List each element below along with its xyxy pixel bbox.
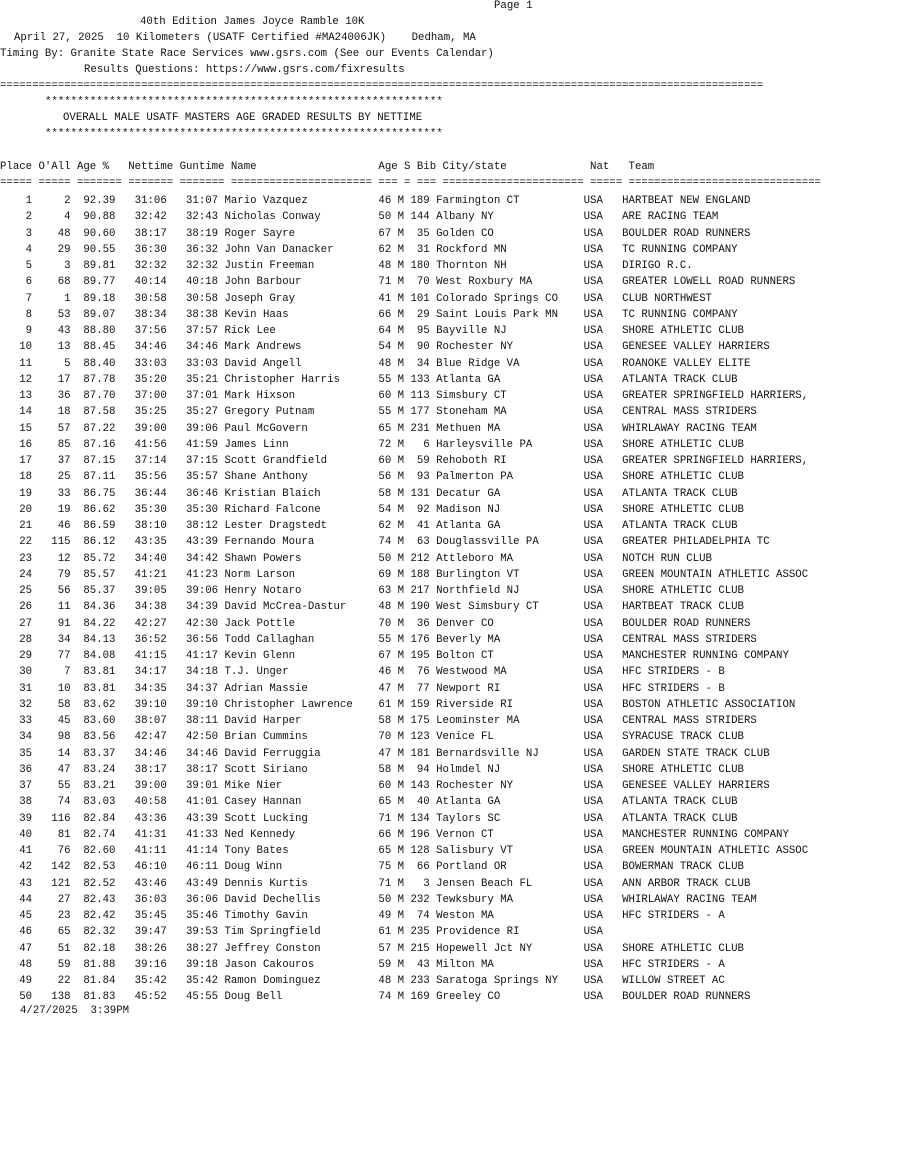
result-row: 1 2 92.39 31:06 31:07 Mario Vazquez 46 M 189 Farmington CT USA HARTBEAT NEW ENGLAND [0, 195, 751, 207]
result-row: 47 51 82.18 38:26 38:27 Jeffrey Conston 57 M 215 Hopewell Jct NY USA SHORE ATHLETIC CLUB [0, 942, 744, 955]
result-row: 41 76 82.60 41:11 41:14 Tony Bates 65 M 128 Salisbury VT USA GREEN MOUNTAIN ATHLETIC ASSOC [0, 845, 809, 857]
result-row: 37 55 83.21 39:00 39:01 Mike Nier 60 M 143 Rochester NY USA GENESEE VALLEY HARRIERS [0, 780, 770, 792]
result-row: 24 79 85.57 41:21 41:23 Norm Larson 69 M 188 Burlington VT USA GREEN MOUNTAIN ATHLETIC ASSOC [0, 568, 809, 581]
star-rule-top: ************************************************************** [45, 96, 443, 108]
result-row: 2 4 90.88 32:42 32:43 Nicholas Conway 50 M 144 Albany NY USA ARE RACING TEAM [0, 211, 719, 224]
result-row: 45 23 82.42 35:45 35:46 Timothy Gavin 49 M 74 Weston MA USA HFC STRIDERS - A [0, 910, 725, 922]
result-row: 6 68 89.77 40:14 40:18 John Barbour 71 M 70 West Roxbury MA USA GREATER LOWELL ROAD RUNNERS [0, 276, 796, 289]
result-row: 16 85 87.16 41:56 41:59 James Linn 72 M 6 Harleysville PA USA SHORE ATHLETIC CLUB [0, 438, 744, 451]
result-row: 34 98 83.56 42:47 42:50 Brian Cummins 70 M 123 Venice FL USA SYRACUSE TRACK CLUB [0, 731, 744, 744]
result-row: 40 81 82.74 41:31 41:33 Ned Kennedy 66 M 196 Vernon CT USA MANCHESTER RUNNING COMPANY [0, 828, 789, 841]
page-number: Page 1 [494, 0, 533, 12]
result-row: 17 37 87.15 37:14 37:15 Scott Grandfield 60 M 59 Rehoboth RI USA GREATER SPRINGFIELD HARRIERS, [0, 455, 809, 467]
result-row: 12 17 87.78 35:20 35:21 Christopher Harris 55 M 133 Atlanta GA USA ATLANTA TRACK CLUB [0, 373, 738, 386]
result-row: 22 115 86.12 43:35 43:39 Fernando Moura 74 M 63 Douglassville PA USA GREATER PHILADELPHIA TC [0, 536, 770, 549]
result-row: 33 45 83.60 38:07 38:11 David Harper 58 M 175 Leominster MA USA CENTRAL MASS STRIDERS [0, 715, 757, 727]
result-row: 10 13 88.45 34:46 34:46 Mark Andrews 54 M 90 Rochester NY USA GENESEE VALLEY HARRIERS [0, 341, 770, 354]
results-table [0, 193, 808, 1006]
result-row: 19 33 86.75 36:44 36:46 Kristian Blaich 58 M 131 Decatur GA USA ATLANTA TRACK CLUB [0, 487, 738, 500]
result-row: 5 3 89.81 32:32 32:32 Justin Freeman 48 M 180 Thornton NH USA DIRIGO R.C. [0, 260, 693, 272]
race-title: 40th Edition James Joyce Ramble 10K [140, 16, 365, 28]
result-row: 4 29 90.55 36:30 36:32 John Van Danacker 62 M 31 Rockford MN USA TC RUNNING COMPANY [0, 243, 738, 256]
result-row: 44 27 82.43 36:03 36:06 David Dechellis 50 M 232 Tewksbury MA USA WHIRLAWAY RACING TEAM [0, 893, 757, 906]
result-row: 8 53 89.07 38:34 38:38 Kevin Haas 66 M 29 Saint Louis Park MN USA TC RUNNING COMPANY [0, 308, 738, 321]
result-row: 25 56 85.37 39:05 39:06 Henry Notaro 63 M 217 Northfield NJ USA SHORE ATHLETIC CLUB [0, 585, 744, 597]
result-row: 9 43 88.80 37:56 37:57 Rick Lee 64 M 95 Bayville NJ USA SHORE ATHLETIC CLUB [0, 325, 744, 337]
result-row: 42 142 82.53 46:10 46:11 Doug Winn 75 M 66 Portland OR USA BOWERMAN TRACK CLUB [0, 861, 744, 874]
result-row: 31 10 83.81 34:35 34:37 Adrian Massie 47 M 77 Newport RI USA HFC STRIDERS - B [0, 682, 725, 695]
result-row: 49 22 81.84 35:42 35:42 Ramon Dominguez 48 M 233 Saratoga Springs NY USA WILLOW STREET AC [0, 975, 725, 987]
result-row: 26 11 84.36 34:38 34:39 David McCrea-Dastur 48 M 190 West Simsbury CT USA HARTBEAT TRACK CLUB [0, 601, 744, 614]
section-title: OVERALL MALE USATF MASTERS AGE GRADED RESULTS BY NETTIME [63, 112, 423, 124]
result-row: 13 36 87.70 37:00 37:01 Mark Hixson 60 M 113 Simsbury CT USA GREATER SPRINGFIELD HARRIERS, [0, 390, 809, 402]
header-double-rule: ======================================================================================================================= [0, 80, 764, 92]
column-headings: Place O'All Age % Nettime Guntime Name Age S Bib City/state Nat Team [0, 161, 655, 173]
result-row: 11 5 88.40 33:03 33:03 David Angell 48 M 34 Blue Ridge VA USA ROANOKE VALLEY ELITE [0, 357, 751, 370]
result-row: 28 34 84.13 36:52 36:56 Todd Callaghan 55 M 176 Beverly MA USA CENTRAL MASS STRIDERS [0, 633, 757, 646]
column-rule: ===== ===== ======= ======= ======= ====================== === = === ====================== ===== ============================== [0, 177, 821, 189]
result-row: 36 47 83.24 38:17 38:17 Scott Siriano 58 M 94 Holmdel NJ USA SHORE ATHLETIC CLUB [0, 763, 744, 776]
result-row: 23 12 85.72 34:40 34:42 Shawn Powers 50 M 212 Attleboro MA USA NOTCH RUN CLUB [0, 552, 712, 565]
result-row: 18 25 87.11 35:56 35:57 Shane Anthony 56 M 93 Palmerton PA USA SHORE ATHLETIC CLUB [0, 471, 744, 484]
result-row: 27 91 84.22 42:27 42:30 Jack Pottle 70 M 36 Denver CO USA BOULDER ROAD RUNNERS [0, 617, 751, 630]
print-timestamp: 4/27/2025 3:39PM [20, 1005, 130, 1017]
result-row: 39 116 82.84 43:36 43:39 Scott Lucking 71 M 134 Taylors SC USA ATLANTA TRACK CLUB [0, 812, 738, 825]
results-questions-line: Results Questions: https://www.gsrs.com/fixresults [84, 64, 405, 76]
result-row: 43 121 82.52 43:46 43:49 Dennis Kurtis 71 M 3 Jensen Beach FL USA ANN ARBOR TRACK CLUB [0, 877, 751, 890]
result-row: 35 14 83.37 34:46 34:46 David Ferruggia 47 M 181 Bernardsville NJ USA GARDEN STATE TRACK CLUB [0, 747, 770, 760]
result-row: 30 7 83.81 34:17 34:18 T.J. Unger 46 M 76 Westwood MA USA HFC STRIDERS - B [0, 666, 725, 679]
result-row: 48 59 81.88 39:16 39:18 Jason Cakouros 59 M 43 Milton MA USA HFC STRIDERS - A [0, 958, 725, 971]
result-row: 20 19 86.62 35:30 35:30 Richard Falcone 54 M 92 Madison NJ USA SHORE ATHLETIC CLUB [0, 503, 744, 516]
star-rule-bottom: ************************************************************** [45, 128, 443, 140]
result-row: 46 65 82.32 39:47 39:53 Tim Springfield 61 M 235 Providence RI USA [0, 926, 603, 939]
race-info: April 27, 2025 10 Kilometers (USATF Certified #MA24006JK) Dedham, MA [14, 32, 476, 44]
timing-line: Timing By: Granite State Race Services www.gsrs.com (See our Events Calendar) [0, 48, 494, 60]
result-row: 21 46 86.59 38:10 38:12 Lester Dragstedt 62 M 41 Atlanta GA USA ATLANTA TRACK CLUB [0, 520, 738, 532]
result-row: 15 57 87.22 39:00 39:06 Paul McGovern 65 M 231 Methuen MA USA WHIRLAWAY RACING TEAM [0, 422, 757, 435]
result-row: 7 1 89.18 30:58 30:58 Joseph Gray 41 M 101 Colorado Springs CO USA CLUB NORTHWEST [0, 292, 712, 305]
result-row: 14 18 87.58 35:25 35:27 Gregory Putnam 55 M 177 Stoneham MA USA CENTRAL MASS STRIDERS [0, 406, 757, 419]
result-row: 38 74 83.03 40:58 41:01 Casey Hannan 65 M 40 Atlanta GA USA ATLANTA TRACK CLUB [0, 796, 738, 809]
result-row: 29 77 84.08 41:15 41:17 Kevin Glenn 67 M 195 Bolton CT USA MANCHESTER RUNNING COMPANY [0, 650, 789, 662]
result-row: 50 138 81.83 45:52 45:55 Doug Bell 74 M 169 Greeley CO USA BOULDER ROAD RUNNERS [0, 991, 751, 1004]
result-row: 3 48 90.60 38:17 38:19 Roger Sayre 67 M 35 Golden CO USA BOULDER ROAD RUNNERS [0, 227, 751, 240]
result-row: 32 58 83.62 39:10 39:10 Christopher Lawrence 61 M 159 Riverside RI USA BOSTON ATHLETIC ASSOCIATION [0, 698, 796, 711]
